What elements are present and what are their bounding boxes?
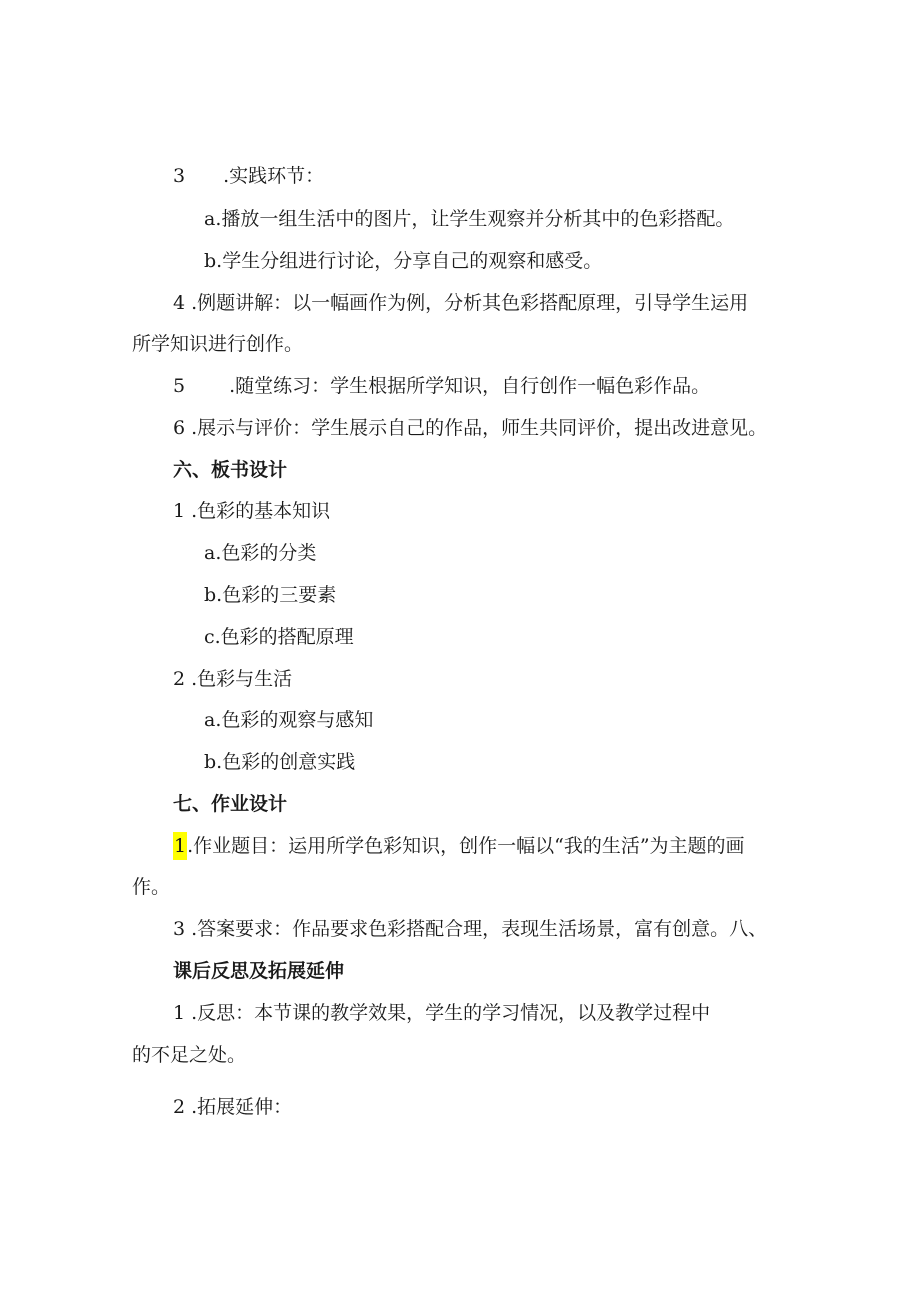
- exercise-number: 5: [173, 375, 186, 397]
- reflection-item-2: 2 .拓展延伸：: [173, 1096, 293, 1118]
- board-item-1b: b.色彩的三要素: [204, 584, 337, 606]
- board-item-2: 2 .色彩与生活: [173, 668, 293, 690]
- practice-item-a: a.播放一组生活中的图片，让学生观察并分析其中的色彩搭配。: [204, 208, 735, 230]
- homework-heading: 七、作业设计: [173, 793, 288, 815]
- homework-item-1-number: 1: [173, 832, 187, 860]
- homework-item-1-text: .作业题目：运用所学色彩知识，创作一幅以“我的生活”为主题的画: [187, 835, 745, 857]
- homework-item-3: 3 .答案要求：作品要求色彩搭配合理，表现生活场景，富有创意。八、: [173, 918, 768, 940]
- board-item-1: 1 .色彩的基本知识: [173, 500, 331, 522]
- board-design-heading: 六、板书设计: [173, 459, 288, 481]
- practice-number: 3: [173, 165, 186, 187]
- example-line-1: 4 .例题讲解：以一幅画作为例，分析其色彩搭配原理，引导学生运用: [173, 292, 749, 314]
- board-item-2a: a.色彩的观察与感知: [204, 709, 374, 731]
- board-item-1c: c.色彩的搭配原理: [204, 626, 354, 648]
- example-line-2: 所学知识进行创作。: [132, 333, 304, 355]
- reflection-item-1: 1 .反思：本节课的教学效果，学生的学习情况，以及教学过程中: [173, 1002, 711, 1024]
- exercise-line: [173, 374, 710, 398]
- homework-item-1: [173, 834, 745, 858]
- board-item-2b: b.色彩的创意实践: [204, 751, 356, 773]
- display-line: 6 .展示与评价：学生展示自己的作品，师生共同评价，提出改进意见。: [173, 417, 768, 439]
- practice-heading: [173, 164, 324, 188]
- board-item-1a: a.色彩的分类: [204, 542, 317, 564]
- homework-item-1-cont: 作。: [132, 876, 171, 898]
- practice-label: .实践环节：: [223, 165, 325, 187]
- reflection-item-1-cont: 的不足之处。: [132, 1044, 247, 1066]
- reflection-heading: 课后反思及拓展延伸: [173, 960, 345, 982]
- exercise-label: .随堂练习：学生根据所学知识，自行创作一幅色彩作品。: [229, 375, 711, 397]
- practice-item-b: b.学生分组进行讨论，分享自己的观察和感受。: [204, 250, 603, 272]
